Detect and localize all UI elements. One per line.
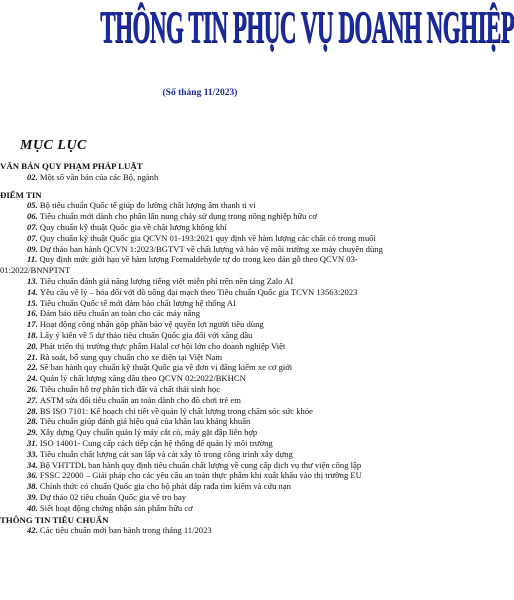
entry-page-number: 38. (27, 481, 38, 492)
entry-title: Xây dựng Quy chuẩn quản lý máy cắt cỏ, máy gặt đập liên hợp (39, 427, 258, 438)
entry-title: Quy định mức giới hạn về hàm lượng Formaldehyde tự do trong keo dán gỗ theo QCVN 03-01:2022/BNNPTNT (0, 254, 358, 276)
entry-title: FSSC 22000 – Giải pháp cho các yêu cầu an toàn thực phẩm khi xuất khẩu vào thị trường EU (39, 470, 362, 481)
entry-page-number: 28. (27, 405, 38, 416)
entry-title: Lấy ý kiến về 5 dự thảo tiêu chuẩn Quốc gia đối với xăng dầu (39, 329, 253, 340)
toc-entry[interactable] (0, 319, 398, 330)
entry-page-number: 06. (27, 211, 38, 222)
section-heading: ĐIỂM TIN (0, 189, 42, 200)
entry-title: Quản lý chất lượng xăng dầu theo QCVN 02:2022/BKHCN (39, 373, 246, 384)
entry-page-number: 05. (27, 200, 38, 211)
entry-page-number: 09. (27, 243, 38, 254)
entry-page-number: 40. (27, 502, 38, 513)
entry-page-number: 34. (27, 459, 38, 470)
toc-entry[interactable] (0, 395, 398, 406)
entry-title: Tiêu chuẩn đánh giá năng lượng tiếng việt miễn phí trên nền tảng Zalo AI (39, 275, 294, 286)
toc-entry[interactable] (0, 172, 398, 183)
entry-title: Yêu cầu về lý – hóa đối với đồ uống đại mạch theo Tiêu chuẩn Quốc gia TCVN 13563:2023 (39, 286, 358, 297)
toc-entry[interactable] (0, 416, 398, 427)
entry-title: Hoạt động công nhận góp phần bảo vệ quyền lợi người tiêu dùng (39, 319, 264, 330)
entry-title: Quy chuẩn kỹ thuật Quốc gia QCVN 01-193:2021 quy định về hàm lượng các chất có trong muối (39, 232, 376, 243)
entry-page-number: 27. (27, 394, 38, 405)
toc-entry[interactable] (0, 200, 398, 211)
entry-page-number: 02. (27, 171, 38, 182)
entry-page-number: 36. (27, 470, 38, 481)
entry-page-number: 39. (27, 491, 38, 502)
toc-entry[interactable] (0, 276, 398, 287)
entry-page-number: 15. (27, 297, 38, 308)
entry-title: Siết hoạt động chứng nhận sản phẩm hữu cơ (39, 502, 193, 513)
entry-title: Tiêu chuẩn mới dành cho phân lân nung chảy sử dụng trong nông nghiệp hữu cơ (39, 211, 317, 222)
entry-page-number: 26. (27, 383, 38, 394)
toc-entry[interactable] (0, 406, 398, 417)
toc-entry[interactable] (0, 503, 398, 514)
entry-title: Đảm bảo tiêu chuẩn an toàn cho các máy nâng (39, 308, 201, 319)
entry-page-number: 20. (27, 340, 38, 351)
toc-entry[interactable] (0, 222, 398, 233)
entry-title: Quy chuẩn kỹ thuật Quốc gia về chất lượng không khí (39, 221, 227, 232)
entry-page-number: 18. (27, 329, 38, 340)
entry-page-number: 07. (27, 221, 38, 232)
table-of-contents (0, 160, 398, 536)
entry-title: Tiêu chuẩn giúp đánh giá hiệu quả của khăn lau kháng khuẩn (39, 416, 251, 427)
entry-title: Tiêu chuẩn hỗ trợ phân tích đất và chất thải sinh học (39, 383, 221, 394)
entry-page-number: 07. (27, 232, 38, 243)
entry-title: Phát triển thị trường thực phẩm Halal cơ hội lớn cho doanh nghiệp Việt (39, 340, 286, 351)
toc-heading: MỤC LỤC (20, 138, 87, 153)
entry-page-number: 28. (27, 416, 38, 427)
entry-page-number: 13. (27, 275, 38, 286)
entry-title: Dự thảo 02 tiêu chuẩn Quốc gia về tro bay (39, 491, 187, 502)
entry-page-number: 33. (27, 448, 38, 459)
entry-title: BS ISO 7101: Kế hoạch chi tiết về quản lý chất lượng trong chăm sóc sức khỏe (39, 405, 313, 416)
entry-title: ASTM sửa đổi tiêu chuẩn an toàn dành cho đồ chơi trẻ em (39, 394, 241, 405)
toc-entry[interactable] (0, 254, 398, 276)
entry-title: Sẽ ban hành quy chuẩn kỹ thuật Quốc gia về đơn vị đăng kiểm xe cơ giới (39, 362, 293, 373)
entry-page-number: 22. (27, 362, 38, 373)
toc-entry[interactable] (0, 449, 398, 460)
entry-page-number: 11. (27, 254, 38, 265)
entry-title: Một số văn bản của các Bộ, ngành (39, 171, 159, 182)
entry-page-number: 42. (27, 525, 38, 536)
toc-entry[interactable] (0, 287, 398, 298)
toc-entry[interactable] (0, 438, 398, 449)
entry-title: ISO 14001- Cung cấp cách tiếp cận hệ thống để quản lý môi trường (39, 437, 273, 448)
entry-page-number: 24. (27, 373, 38, 384)
toc-entry[interactable] (0, 373, 398, 384)
section-heading: THÔNG TIN TIÊU CHUẨN (0, 514, 109, 525)
entry-title: Bộ tiêu chuẩn Quốc tế giúp đo lường chất lượng âm thanh ti vi (39, 200, 256, 211)
entry-page-number: 17. (27, 319, 38, 330)
toc-entry[interactable] (0, 460, 398, 471)
toc-entry[interactable] (0, 525, 398, 536)
toc-entry[interactable] (0, 308, 398, 319)
entry-title: Dự thảo ban hành QCVN 1:2023/BGTVT về chất lượng và bảo vệ môi trường xe máy chuyên dùng (39, 243, 383, 254)
toc-entry[interactable] (0, 298, 398, 309)
entry-page-number: 16. (27, 308, 38, 319)
entry-title: Các tiêu chuẩn mới ban hành trong tháng 11/2023 (39, 525, 212, 536)
entry-title: Tiêu chuẩn Quốc tế mới đảm bảo chất lượng hệ thống AI (39, 297, 236, 308)
toc-entry[interactable] (0, 244, 398, 255)
entry-title: Rà soát, bổ sung quy chuẩn cho xe điện tại Việt Nam (39, 351, 223, 362)
entry-title: Bộ VHTTDL ban hành quy định tiêu chuẩn chất lượng về cung cấp dịch vụ thư viện công lập (39, 459, 362, 470)
toc-entry[interactable] (0, 427, 398, 438)
entry-title: Tiêu chuẩn chất lượng cát san lấp và cát xây tô trong công trình xây dựng (39, 448, 293, 459)
toc-entry[interactable] (0, 352, 398, 363)
toc-entry[interactable] (0, 362, 398, 373)
entry-page-number: 29. (27, 427, 38, 438)
toc-entry[interactable] (0, 492, 398, 503)
section-heading: VĂN BẢN QUY PHẠM PHÁP LUẬT (0, 161, 143, 171)
toc-entry[interactable] (0, 470, 398, 481)
entry-page-number: 14. (27, 286, 38, 297)
entry-page-number: 21. (27, 351, 38, 362)
entry-title: Chính thức có chuẩn Quốc gia cho bộ phát đáp rađa tìm kiếm và cứu nạn (39, 481, 291, 492)
toc-entry[interactable] (0, 330, 398, 341)
toc-entry[interactable] (0, 233, 398, 244)
document-title: THÔNG TIN PHỤC VỤ DOANH NGHIỆP (100, 1, 514, 52)
toc-entry[interactable] (0, 481, 398, 492)
toc-entry[interactable] (0, 384, 398, 395)
issue-number: (Số tháng 11/2023) (162, 88, 238, 98)
toc-entry[interactable] (0, 211, 398, 222)
entry-page-number: 31. (27, 437, 38, 448)
toc-entry[interactable] (0, 341, 398, 352)
